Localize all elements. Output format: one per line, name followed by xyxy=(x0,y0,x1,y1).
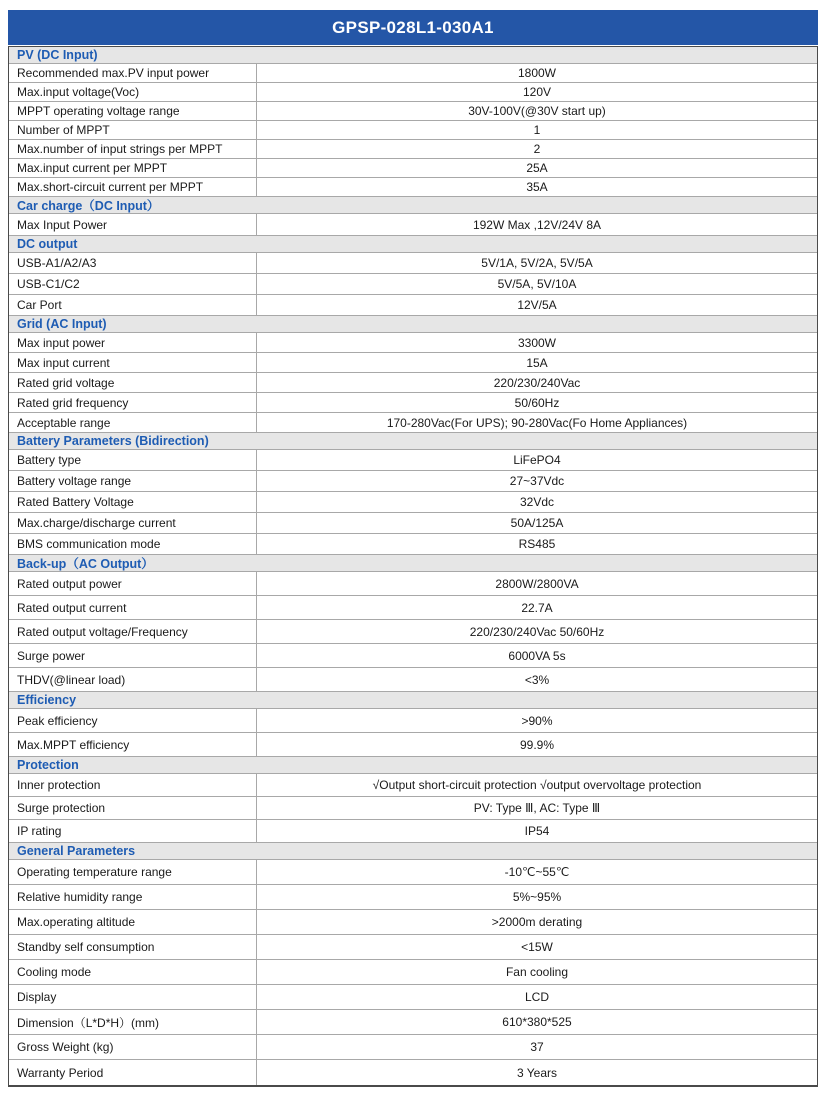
section-header: Battery Parameters (Bidirection) xyxy=(9,433,817,450)
table-row xyxy=(9,534,817,555)
spec-label: Max input power xyxy=(9,333,257,352)
table-row xyxy=(9,492,817,513)
spec-value: 35A xyxy=(526,180,548,194)
table-row xyxy=(9,471,817,492)
spec-label: Battery voltage range xyxy=(9,471,257,491)
spec-label: Peak efficiency xyxy=(9,709,257,732)
spec-value: 3300W xyxy=(517,335,557,350)
section-pv-dc-input xyxy=(9,47,817,197)
spec-label: BMS communication mode xyxy=(9,534,257,554)
spec-value: PV: Type Ⅲ, AC: Type Ⅲ xyxy=(473,801,601,815)
spec-value: 192W Max ,12V/24V 8A xyxy=(472,217,602,232)
spec-value: 610*380*525 xyxy=(502,1015,572,1029)
table-row xyxy=(9,885,817,910)
section-general-parameters xyxy=(9,843,817,1085)
spec-label: Rated Battery Voltage xyxy=(9,492,257,512)
spec-value: RS485 xyxy=(518,537,556,551)
table-row xyxy=(9,985,817,1010)
spec-value: 15A xyxy=(526,355,548,370)
spec-label: Max.charge/discharge current xyxy=(9,513,257,533)
section-battery-parameters-bidirection xyxy=(9,433,817,555)
table-row xyxy=(9,733,817,757)
spec-label: Max.MPPT efficiency xyxy=(9,733,257,756)
spec-label: Max.short-circuit current per MPPT xyxy=(9,178,257,196)
spec-label: Gross Weight (kg) xyxy=(9,1035,257,1059)
table-row xyxy=(9,644,817,668)
table-row xyxy=(9,960,817,985)
table-row xyxy=(9,709,817,733)
spec-label: Warranty Period xyxy=(9,1060,257,1085)
spec-value: 12V/5A xyxy=(517,298,557,312)
spec-label: Max.input voltage(Voc) xyxy=(9,83,257,101)
spec-label: Rated grid frequency xyxy=(9,393,257,412)
table-row xyxy=(9,1010,817,1035)
table-row xyxy=(9,64,817,83)
section-grid-ac-input xyxy=(9,316,817,433)
spec-label: Rated grid voltage xyxy=(9,373,257,392)
spec-value: <3% xyxy=(524,672,550,687)
spec-label: Battery type xyxy=(9,450,257,470)
table-row xyxy=(9,393,817,413)
table-row xyxy=(9,333,817,353)
spec-label: Acceptable range xyxy=(9,413,257,432)
table-row xyxy=(9,83,817,102)
spec-value: 5V/1A, 5V/2A, 5V/5A xyxy=(481,256,593,270)
spec-label: USB-C1/C2 xyxy=(9,274,257,294)
spec-value: Fan cooling xyxy=(505,965,569,979)
spec-value: <15W xyxy=(521,940,553,954)
spec-value: 1 xyxy=(533,123,541,137)
spec-value: 170-280Vac(For UPS); 90-280Vac(Fo Home Appliances) xyxy=(386,415,688,430)
spec-label: Max Input Power xyxy=(9,214,257,235)
spec-label: Inner protection xyxy=(9,774,257,796)
spec-value: LCD xyxy=(524,990,549,1004)
section-header: Efficiency xyxy=(9,692,817,709)
spec-label: Max input current xyxy=(9,353,257,372)
table-row xyxy=(9,774,817,797)
spec-value: 2 xyxy=(533,142,541,156)
section-header: Car charge（DC Input） xyxy=(9,197,817,214)
spec-value: 30V-100V(@30V start up) xyxy=(468,104,606,118)
spec-label: Surge power xyxy=(9,644,257,667)
spec-value: 220/230/240Vac 50/60Hz xyxy=(469,624,605,639)
spec-value: 22.7A xyxy=(521,600,553,615)
table-row xyxy=(9,214,817,236)
spec-value: 6000VA 5s xyxy=(508,648,566,663)
table-row xyxy=(9,820,817,843)
spec-label: Rated output current xyxy=(9,596,257,619)
spec-label: IP rating xyxy=(9,820,257,842)
spec-value: >2000m derating xyxy=(491,915,583,929)
spec-value: LiFePO4 xyxy=(513,453,561,467)
section-header: DC output xyxy=(9,236,817,253)
spec-label: Standby self consumption xyxy=(9,935,257,959)
spec-value: IP54 xyxy=(524,824,550,838)
model-title: GPSP-028L1-030A1 xyxy=(8,10,818,45)
spec-value: 50A/125A xyxy=(510,516,564,530)
table-row xyxy=(9,513,817,534)
section-header: General Parameters xyxy=(9,843,817,860)
spec-value: 37 xyxy=(530,1040,544,1054)
section-back-up-ac-output xyxy=(9,555,817,692)
spec-label: Recommended max.PV input power xyxy=(9,64,257,82)
spec-value: >90% xyxy=(521,713,553,728)
section-efficiency xyxy=(9,692,817,757)
spec-value: √Output short-circuit protection √output overvoltage protection xyxy=(372,778,702,792)
table-row xyxy=(9,1060,817,1085)
table-row xyxy=(9,159,817,178)
spec-label: Display xyxy=(9,985,257,1009)
spec-value: 27~37Vdc xyxy=(509,474,565,488)
section-car-charge-dc-input xyxy=(9,197,817,236)
spec-label: Operating temperature range xyxy=(9,860,257,884)
section-protection xyxy=(9,757,817,843)
table-row xyxy=(9,413,817,433)
spec-table xyxy=(8,46,818,1087)
spec-value: 5%~95% xyxy=(512,890,562,904)
table-row xyxy=(9,274,817,295)
spec-label: Dimension（L*D*H）(mm) xyxy=(9,1010,257,1034)
spec-label: Rated output voltage/Frequency xyxy=(9,620,257,643)
section-header: Back-up（AC Output） xyxy=(9,555,817,572)
spec-value: 5V/5A, 5V/10A xyxy=(497,277,577,291)
spec-label: Max.operating altitude xyxy=(9,910,257,934)
table-row xyxy=(9,910,817,935)
spec-label: Surge protection xyxy=(9,797,257,819)
table-row xyxy=(9,620,817,644)
table-row xyxy=(9,295,817,316)
spec-label: Cooling mode xyxy=(9,960,257,984)
table-row xyxy=(9,1035,817,1060)
section-dc-output xyxy=(9,236,817,316)
table-row xyxy=(9,860,817,885)
table-row xyxy=(9,140,817,159)
table-row xyxy=(9,935,817,960)
table-row xyxy=(9,178,817,197)
section-header: Grid (AC Input) xyxy=(9,316,817,333)
spec-label: Max.number of input strings per MPPT xyxy=(9,140,257,158)
spec-value: 220/230/240Vac xyxy=(493,375,581,390)
table-row xyxy=(9,596,817,620)
spec-value: 25A xyxy=(526,161,548,175)
spec-label: USB-A1/A2/A3 xyxy=(9,253,257,273)
table-row xyxy=(9,373,817,393)
spec-value: -10℃~55℃ xyxy=(504,865,570,879)
table-row xyxy=(9,121,817,140)
table-row xyxy=(9,668,817,692)
table-row xyxy=(9,797,817,820)
table-row xyxy=(9,572,817,596)
table-row xyxy=(9,102,817,121)
spec-value: 1800W xyxy=(517,66,557,80)
spec-label: Max.input current per MPPT xyxy=(9,159,257,177)
spec-value: 50/60Hz xyxy=(514,395,560,410)
spec-value: 3 Years xyxy=(516,1065,558,1080)
section-header: PV (DC Input) xyxy=(9,47,817,64)
spec-value: 32Vdc xyxy=(519,495,555,509)
spec-label: MPPT operating voltage range xyxy=(9,102,257,120)
spec-value: 2800W/2800VA xyxy=(495,576,579,591)
spec-label: THDV(@linear load) xyxy=(9,668,257,691)
spec-label: Rated output power xyxy=(9,572,257,595)
spec-label: Car Port xyxy=(9,295,257,315)
spec-label: Relative humidity range xyxy=(9,885,257,909)
table-row xyxy=(9,253,817,274)
spec-value: 120V xyxy=(522,85,552,99)
spec-value: 99.9% xyxy=(519,737,555,752)
section-header: Protection xyxy=(9,757,817,774)
table-row xyxy=(9,450,817,471)
table-row xyxy=(9,353,817,373)
spec-label: Number of MPPT xyxy=(9,121,257,139)
